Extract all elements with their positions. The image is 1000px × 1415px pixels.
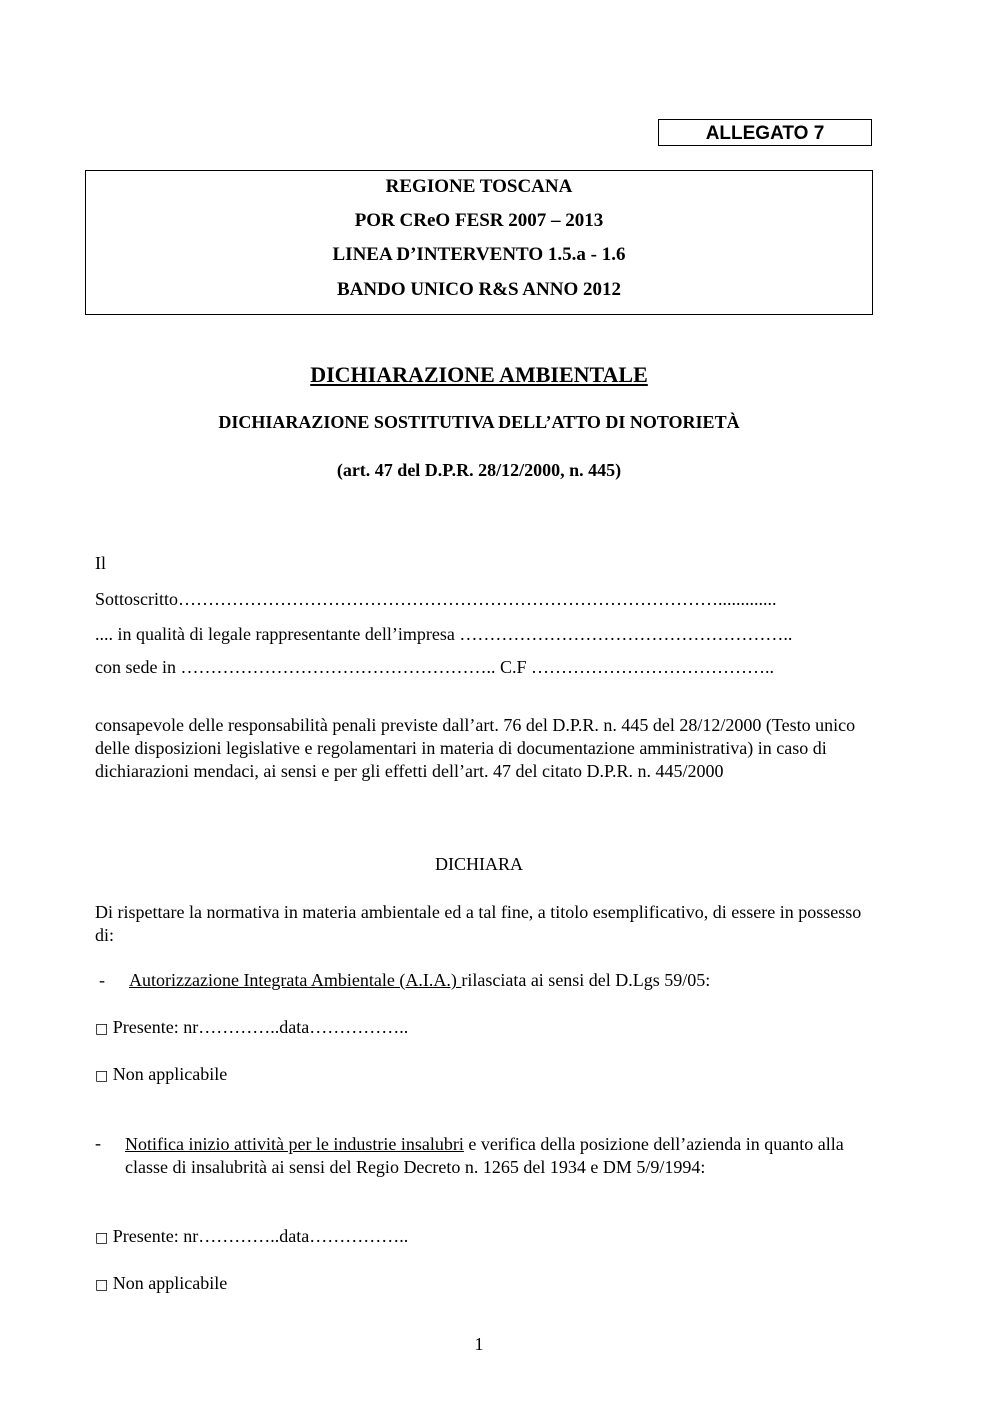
item1-non-applicabile-label: Non applicabile <box>112 1064 228 1084</box>
form-il: Il <box>95 553 106 573</box>
qualita-field: .... in qualità di legale rappresentante dell’impresa ……………………………………………….. <box>95 624 793 644</box>
checkbox-icon[interactable]: □ <box>95 1068 109 1084</box>
document-subtitle: DICHIARAZIONE SOSTITUTIVA DELL’ATTO DI NOTORIETÀ <box>218 412 740 432</box>
header-line-region: REGIONE TOSCANA <box>385 176 573 197</box>
item2-text <box>125 1133 855 1179</box>
checkbox-icon[interactable]: □ <box>95 1021 109 1037</box>
item1-dash: - <box>99 970 105 990</box>
header-box <box>85 170 873 315</box>
header-line-call: BANDO UNICO R&S ANNO 2012 <box>337 279 621 300</box>
sottoscritto-field: Sottoscritto………………………………………………………………………………............. <box>95 589 777 609</box>
intro-paragraph: Di rispettare la normativa in materia ambientale ed a tal fine, a titolo esemplificativo, di essere in possesso di: <box>95 902 862 945</box>
page-number: 1 <box>474 1334 484 1354</box>
item2-dash: - <box>95 1133 101 1153</box>
header-line-intervention: LINEA D’INTERVENTO 1.5.a - 1.6 <box>332 244 626 265</box>
item1-presente-label: Presente: nr…………..data…………….. <box>112 1017 409 1037</box>
item2-presente-label: Presente: nr…………..data…………….. <box>112 1226 409 1246</box>
sede-cf-field: con sede in …………………………………………….. C.F ………………………………….. <box>95 657 774 677</box>
item2-presente <box>95 1226 408 1247</box>
checkbox-icon[interactable]: □ <box>95 1230 109 1246</box>
item1-non-applicabile <box>95 1064 227 1085</box>
item1-presente <box>95 1017 408 1038</box>
allegato-label: ALLEGATO 7 <box>658 119 872 146</box>
item1-underlined: Autorizzazione Integrata Ambientale (A.I.A.) <box>129 970 462 990</box>
header-line-program: POR CReO FESR 2007 – 2013 <box>354 210 604 231</box>
item2-rest: e verifica della posizione dell’azienda in quanto alla classe di insalubrità ai sensi del Regio Decreto n. 1265 del 1934 e DM 5/9/1994: <box>125 1134 844 1177</box>
item1-rest: rilasciata ai sensi del D.Lgs 59/05: <box>461 970 711 990</box>
item2-underlined: Notifica inizio attività per le industrie insalubri <box>125 1134 464 1154</box>
item2-non-applicabile-label: Non applicabile <box>112 1273 228 1293</box>
item2-non-applicabile <box>95 1273 227 1294</box>
document-title: DICHIARAZIONE AMBIENTALE <box>310 362 648 387</box>
item1-text <box>129 970 710 991</box>
legal-reference: (art. 47 del D.P.R. 28/12/2000, n. 445) <box>336 460 622 480</box>
dichiara-heading: DICHIARA <box>435 854 523 874</box>
consapevole-paragraph: consapevole delle responsabilità penali previste dall’art. 76 del D.P.R. n. 445 del 28/12/2000 (Testo unico delle disposizioni legislative e regolamentari in materia di documentazione amministrativa) in caso di dichiarazioni mendaci, ai sensi e per gli effetti dell’art. 47 del citato D.P.R. n. 445/2000 <box>95 715 856 781</box>
checkbox-icon[interactable]: □ <box>95 1277 109 1293</box>
